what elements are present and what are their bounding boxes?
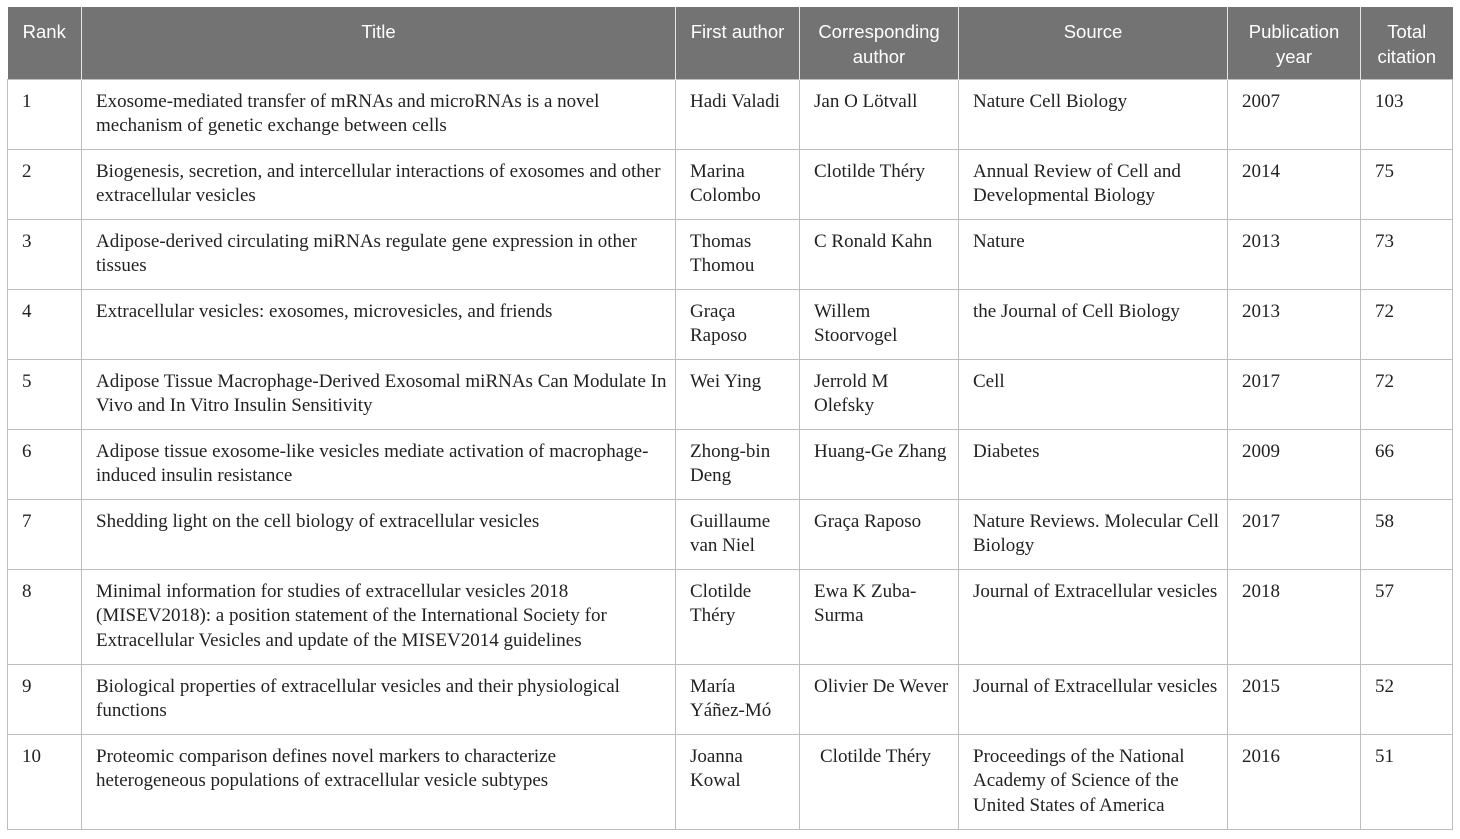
cell-year: 2018 <box>1228 569 1361 664</box>
cell-year: 2015 <box>1228 664 1361 734</box>
cell-title: Exosome-mediated transfer of mRNAs and microRNAs is a novel mechanism of genetic exchange between cells <box>82 79 676 149</box>
header-total-citation: Total citation <box>1361 7 1453 79</box>
cell-rank: 7 <box>8 499 82 569</box>
cell-year: 2016 <box>1228 734 1361 829</box>
cell-title: Biological properties of extracellular vesicles and their physiological functions <box>82 664 676 734</box>
cell-corresponding-author: Clotilde Théry <box>800 149 959 219</box>
cell-citations: 72 <box>1361 359 1453 429</box>
cell-first-author: Clotilde Théry <box>676 569 800 664</box>
table-header <box>8 7 1453 79</box>
cell-source: Cell <box>959 359 1228 429</box>
cell-rank: 10 <box>8 734 82 829</box>
cell-title: Biogenesis, secretion, and intercellular interactions of exosomes and other extracellular vesicles <box>82 149 676 219</box>
cell-year: 2007 <box>1228 79 1361 149</box>
header-source: Source <box>959 7 1228 79</box>
cell-rank: 5 <box>8 359 82 429</box>
cell-corresponding-author: Graça Raposo <box>800 499 959 569</box>
cell-first-author: Guillaume van Niel <box>676 499 800 569</box>
cell-rank: 6 <box>8 429 82 499</box>
table-body <box>8 79 1453 829</box>
table-row <box>8 499 1453 569</box>
cell-citations: 103 <box>1361 79 1453 149</box>
cell-title: Shedding light on the cell biology of extracellular vesicles <box>82 499 676 569</box>
table-row <box>8 664 1453 734</box>
cell-rank: 9 <box>8 664 82 734</box>
cell-title: Extracellular vesicles: exosomes, microvesicles, and friends <box>82 289 676 359</box>
table-row <box>8 359 1453 429</box>
cell-citations: 73 <box>1361 219 1453 289</box>
cell-year: 2014 <box>1228 149 1361 219</box>
cell-first-author: Graça Raposo <box>676 289 800 359</box>
cell-corresponding-author: Huang-Ge Zhang <box>800 429 959 499</box>
table-row <box>8 79 1453 149</box>
cell-rank: 8 <box>8 569 82 664</box>
cell-year: 2009 <box>1228 429 1361 499</box>
cell-year: 2013 <box>1228 289 1361 359</box>
cell-title: Adipose tissue exosome-like vesicles mediate activation of macrophage-induced insulin resistance <box>82 429 676 499</box>
cell-year: 2017 <box>1228 359 1361 429</box>
cell-corresponding-author: Clotilde Théry <box>800 734 959 829</box>
header-publication-year: Publication year <box>1228 7 1361 79</box>
cell-rank: 1 <box>8 79 82 149</box>
cell-corresponding-author: Olivier De Wever <box>800 664 959 734</box>
cell-rank: 4 <box>8 289 82 359</box>
cell-citations: 75 <box>1361 149 1453 219</box>
table-row <box>8 289 1453 359</box>
cell-source: Nature <box>959 219 1228 289</box>
table-row <box>8 149 1453 219</box>
cell-title: Proteomic comparison defines novel markers to characterize heterogeneous populations of extracellular vesicle subtypes <box>82 734 676 829</box>
cell-title: Adipose-derived circulating miRNAs regulate gene expression in other tissues <box>82 219 676 289</box>
cell-first-author: Joanna Kowal <box>676 734 800 829</box>
cell-title: Adipose Tissue Macrophage-Derived Exosomal miRNAs Can Modulate In Vivo and In Vitro Insulin Sensitivity <box>82 359 676 429</box>
table-row <box>8 734 1453 829</box>
cell-source: Journal of Extracellular vesicles <box>959 664 1228 734</box>
cell-source: Nature Reviews. Molecular Cell Biology <box>959 499 1228 569</box>
cell-corresponding-author: Jerrold M Olefsky <box>800 359 959 429</box>
cell-year: 2013 <box>1228 219 1361 289</box>
cell-citations: 52 <box>1361 664 1453 734</box>
cell-source: Proceedings of the National Academy of Science of the United States of America <box>959 734 1228 829</box>
cell-source: Diabetes <box>959 429 1228 499</box>
cell-first-author: Zhong-bin Deng <box>676 429 800 499</box>
header-row <box>8 7 1453 79</box>
cell-source: the Journal of Cell Biology <box>959 289 1228 359</box>
cell-corresponding-author: C Ronald Kahn <box>800 219 959 289</box>
header-title: Title <box>82 7 676 79</box>
header-corresponding-author: Corresponding author <box>800 7 959 79</box>
cell-first-author: Thomas Thomou <box>676 219 800 289</box>
cell-corresponding-author: Ewa K Zuba-Surma <box>800 569 959 664</box>
cell-first-author: Wei Ying <box>676 359 800 429</box>
cell-citations: 66 <box>1361 429 1453 499</box>
cell-first-author: Hadi Valadi <box>676 79 800 149</box>
cell-citations: 51 <box>1361 734 1453 829</box>
cell-corresponding-author: Jan O Lötvall <box>800 79 959 149</box>
cell-title: Minimal information for studies of extracellular vesicles 2018 (MISEV2018): a position statement of the International Society for Extracellular Vesicles and update of the MISEV2014 guidelines <box>82 569 676 664</box>
cell-corresponding-author: Willem Stoorvogel <box>800 289 959 359</box>
cell-year: 2017 <box>1228 499 1361 569</box>
top-cited-papers-table <box>7 7 1453 830</box>
cell-source: Nature Cell Biology <box>959 79 1228 149</box>
table-row <box>8 569 1453 664</box>
cell-first-author: María Yáñez-Mó <box>676 664 800 734</box>
table-row <box>8 429 1453 499</box>
cell-citations: 72 <box>1361 289 1453 359</box>
cell-citations: 57 <box>1361 569 1453 664</box>
table-row <box>8 219 1453 289</box>
header-rank: Rank <box>8 7 82 79</box>
cell-source: Journal of Extracellular vesicles <box>959 569 1228 664</box>
cell-first-author: Marina Colombo <box>676 149 800 219</box>
cell-citations: 58 <box>1361 499 1453 569</box>
cell-rank: 2 <box>8 149 82 219</box>
cell-source: Annual Review of Cell and Developmental Biology <box>959 149 1228 219</box>
header-first-author: First author <box>676 7 800 79</box>
cell-rank: 3 <box>8 219 82 289</box>
